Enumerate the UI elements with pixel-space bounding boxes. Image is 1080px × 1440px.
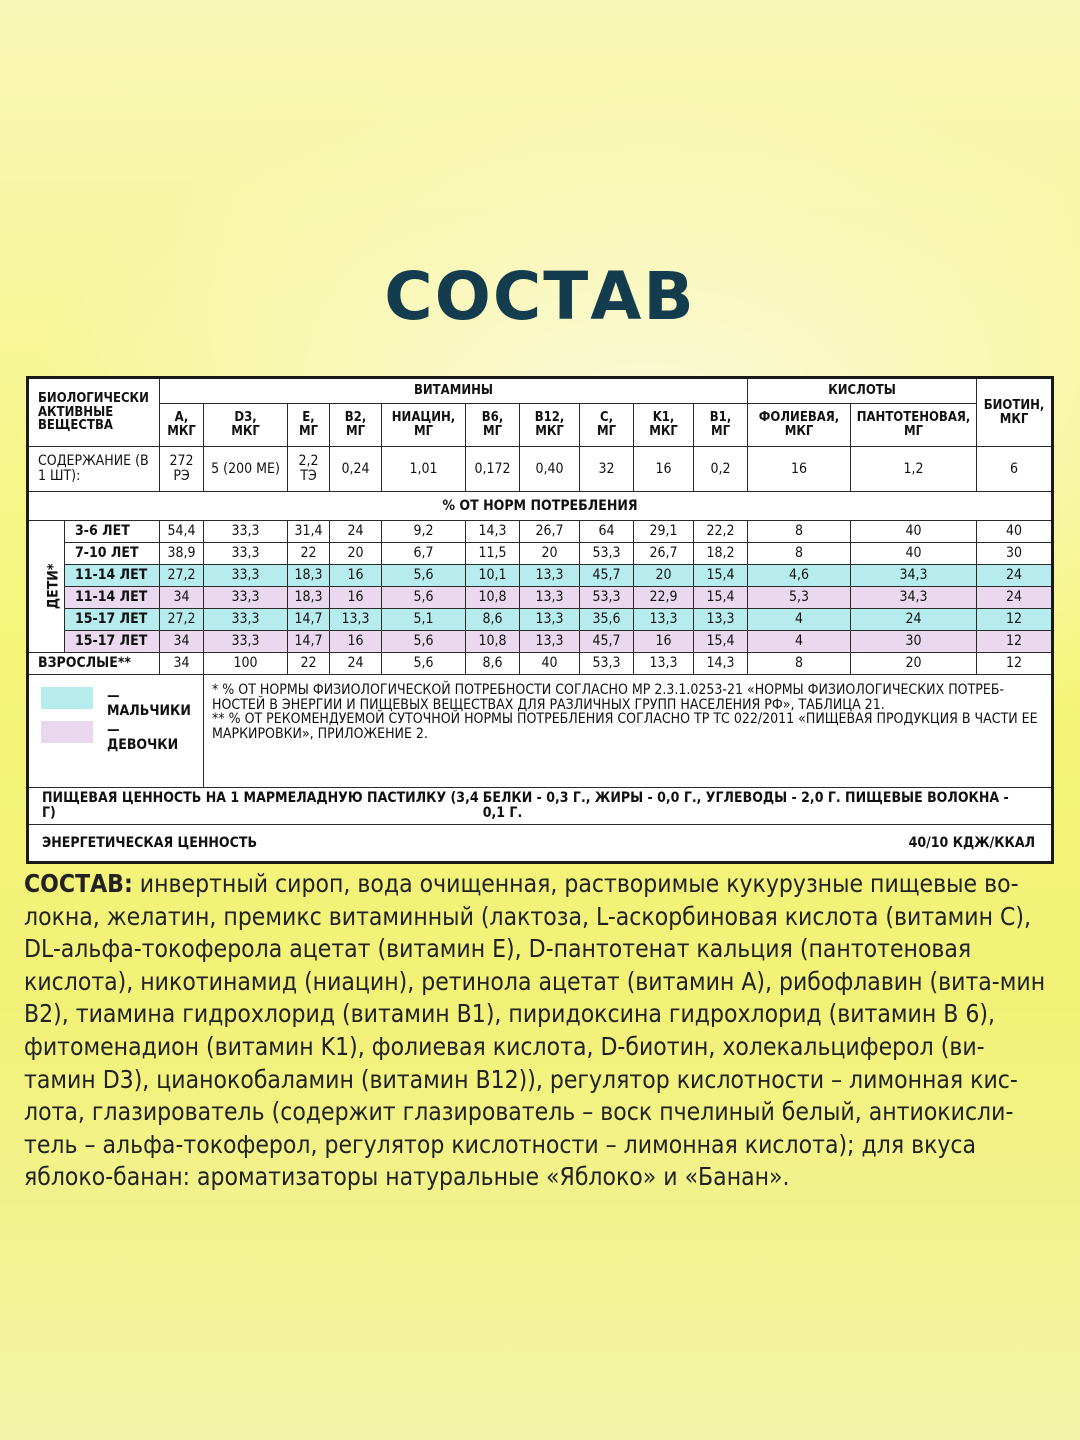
content-row <box>28 447 1053 492</box>
value-cell: 4 <box>748 631 851 653</box>
content-cell: 1,01 <box>382 447 466 492</box>
value-cell: 5,6 <box>382 587 466 609</box>
value-cell: 13,3 <box>694 609 748 631</box>
value-cell: 54,4 <box>160 521 204 543</box>
value-cell: 20 <box>634 565 694 587</box>
value-cell: 27,2 <box>160 565 204 587</box>
value-cell: 24 <box>330 653 382 675</box>
age-label: 11-14 ЛЕТ <box>65 587 160 609</box>
value-cell: 11,5 <box>466 543 520 565</box>
acids-group-header: КИСЛОТЫ <box>748 378 977 404</box>
value-cell: 16 <box>634 631 694 653</box>
column-header: E, МГ <box>288 404 330 447</box>
value-cell: 8 <box>748 543 851 565</box>
value-cell: 8,6 <box>466 609 520 631</box>
value-cell: 13,3 <box>330 609 382 631</box>
table-row <box>28 587 1053 609</box>
value-cell: 45,7 <box>580 565 634 587</box>
value-cell: 5,3 <box>748 587 851 609</box>
value-cell: 15,4 <box>694 631 748 653</box>
value-cell: 14,3 <box>694 653 748 675</box>
value-cell: 14,7 <box>288 609 330 631</box>
table-row <box>28 631 1053 653</box>
value-cell: 64 <box>580 521 634 543</box>
value-cell: 100 <box>204 653 288 675</box>
adults-label: ВЗРОСЛЫЕ** <box>28 653 160 675</box>
content-cell: 2,2 ТЭ <box>288 447 330 492</box>
content-cell: 1,2 <box>851 447 977 492</box>
boys-swatch <box>41 687 93 709</box>
value-cell: 40 <box>520 653 580 675</box>
value-cell: 34 <box>160 631 204 653</box>
column-header: C, МГ <box>580 404 634 447</box>
column-header: B2, МГ <box>330 404 382 447</box>
legend <box>28 675 204 788</box>
value-cell: 22,9 <box>634 587 694 609</box>
value-cell: 33,3 <box>204 565 288 587</box>
value-cell: 13,3 <box>520 587 580 609</box>
energy-value: 40/10 КДЖ/ККАЛ <box>908 834 1036 851</box>
table-row <box>28 609 1053 631</box>
nutrition-value-row <box>28 788 1053 825</box>
column-name: БИОТИН, <box>983 397 1045 413</box>
age-label: 11-14 ЛЕТ <box>65 565 160 587</box>
value-cell: 33,3 <box>204 631 288 653</box>
girls-legend-label: — ДЕВОЧКИ <box>107 722 179 753</box>
vitamins-group-header: ВИТАМИНЫ <box>160 378 748 404</box>
value-cell: 29,1 <box>634 521 694 543</box>
table-row <box>28 565 1053 587</box>
value-cell: 14,7 <box>288 631 330 653</box>
column-header: B12, МКГ <box>520 404 580 447</box>
content-cell: 16 <box>634 447 694 492</box>
value-cell: 22 <box>288 543 330 565</box>
content-cell: 5 (200 МЕ) <box>204 447 288 492</box>
age-label: 15-17 ЛЕТ <box>65 609 160 631</box>
content-cell: 6 <box>977 447 1053 492</box>
value-cell: 5,6 <box>382 653 466 675</box>
value-cell: 5,6 <box>382 631 466 653</box>
column-header: ПАНТОТЕНОВАЯ, МГ <box>851 404 977 447</box>
value-cell: 53,3 <box>580 653 634 675</box>
value-cell: 10,8 <box>466 631 520 653</box>
value-cell: 15,4 <box>694 587 748 609</box>
nutrition-value: БЕЛКИ - 0,3 Г., ЖИРЫ - 0,0 Г., УГЛЕВОДЫ - 2,0 Г. ПИЩЕВЫЕ ВОЛОКНА - 0,1 Г. <box>482 790 1009 821</box>
composition-label: СОСТАВ: <box>24 869 133 898</box>
value-cell: 12 <box>977 631 1053 653</box>
girls-swatch <box>41 721 93 743</box>
value-cell: 20 <box>520 543 580 565</box>
value-cell: 6,7 <box>382 543 466 565</box>
footnotes <box>204 675 1053 788</box>
value-cell: 27,2 <box>160 609 204 631</box>
table-row <box>28 543 1053 565</box>
content-cell: 0,172 <box>466 447 520 492</box>
age-label: 7-10 ЛЕТ <box>65 543 160 565</box>
content-cell: 272 РЭ <box>160 447 204 492</box>
value-cell: 4 <box>748 609 851 631</box>
value-cell: 18,3 <box>288 587 330 609</box>
value-cell: 13,3 <box>520 609 580 631</box>
value-cell: 16 <box>330 631 382 653</box>
value-cell: 35,6 <box>580 609 634 631</box>
footnote-2: ** % ОТ РЕКОМЕНДУЕМОЙ СУТОЧНОЙ НОРМЫ ПОТРЕБЛЕНИЯ СОГЛАСНО ТР ТС 022/2011 «ПИЩЕВАЯ ПРОДУКЦИЯ В ЧАСТИ ЕЕ МАРКИРОВКИ», ПРИЛОЖЕНИЕ 2. <box>212 711 1038 743</box>
value-cell: 30 <box>851 631 977 653</box>
value-cell: 16 <box>330 565 382 587</box>
energy-label: ЭНЕРГЕТИЧЕСКАЯ ЦЕННОСТЬ <box>42 834 258 851</box>
value-cell: 24 <box>851 609 977 631</box>
value-cell: 34,3 <box>851 565 977 587</box>
column-header: K1, МКГ <box>634 404 694 447</box>
value-cell: 12 <box>977 609 1053 631</box>
content-label: СОДЕРЖАНИЕ (В 1 ШТ): <box>28 447 160 492</box>
value-cell: 40 <box>851 521 977 543</box>
value-cell: 53,3 <box>580 587 634 609</box>
value-cell: 45,7 <box>580 631 634 653</box>
column-unit: МКГ <box>999 411 1029 427</box>
value-cell: 5,1 <box>382 609 466 631</box>
content-cell: 0,2 <box>694 447 748 492</box>
adults-row <box>28 653 1053 675</box>
footnote-1: * % ОТ НОРМЫ ФИЗИОЛОГИЧЕСКОЙ ПОТРЕБНОСТИ СОГЛАСНО МР 2.3.1.0253-21 «НОРМЫ ФИЗИОЛОГИЧЕСКИХ ПОТРЕБ-НОСТЕЙ В ЭНЕРГИИ И ПИЩЕВЫХ ВЕЩЕСТВАХ ДЛЯ РАЗЛИЧНЫХ ГРУПП НАСЕЛЕНИЯ РФ», ТАБЛИЦА 21. <box>212 682 1005 713</box>
value-cell: 10,1 <box>466 565 520 587</box>
value-cell: 15,4 <box>694 565 748 587</box>
content-cell: 0,24 <box>330 447 382 492</box>
value-cell: 10,8 <box>466 587 520 609</box>
column-header: B1, МГ <box>694 404 748 447</box>
column-header: НИАЦИН, МГ <box>382 404 466 447</box>
age-label: 3-6 ЛЕТ <box>65 521 160 543</box>
value-cell: 24 <box>330 521 382 543</box>
content-cell: 0,40 <box>520 447 580 492</box>
value-cell: 18,2 <box>694 543 748 565</box>
value-cell: 13,3 <box>634 653 694 675</box>
value-cell: 33,3 <box>204 521 288 543</box>
value-cell: 34,3 <box>851 587 977 609</box>
value-cell: 30 <box>977 543 1053 565</box>
value-cell: 40 <box>977 521 1053 543</box>
value-cell: 8 <box>748 653 851 675</box>
composition-text <box>24 868 1054 1194</box>
value-cell: 24 <box>977 587 1053 609</box>
value-cell: 13,3 <box>520 631 580 653</box>
value-cell: 33,3 <box>204 587 288 609</box>
value-cell: 13,3 <box>520 565 580 587</box>
value-cell: 40 <box>851 543 977 565</box>
value-cell: 24 <box>977 565 1053 587</box>
table-row <box>28 521 1053 543</box>
energy-value-row <box>28 825 1053 863</box>
value-cell: 18,3 <box>288 565 330 587</box>
content-cell: 32 <box>580 447 634 492</box>
value-cell: 16 <box>330 587 382 609</box>
nutrition-table <box>26 376 1054 864</box>
column-header <box>977 378 1053 447</box>
value-cell: 13,3 <box>634 609 694 631</box>
corner-label: БИОЛОГИЧЕСКИ АКТИВНЫЕ ВЕЩЕСТВА <box>28 378 160 447</box>
value-cell: 22,2 <box>694 521 748 543</box>
kids-side-label: ДЕТИ* <box>28 521 65 653</box>
column-header: B6, МГ <box>466 404 520 447</box>
units-row <box>28 404 1053 447</box>
percent-header: % ОТ НОРМ ПОТРЕБЛЕНИЯ <box>28 492 1053 521</box>
column-header: D3, МКГ <box>204 404 288 447</box>
column-header: A, МКГ <box>160 404 204 447</box>
value-cell: 8 <box>748 521 851 543</box>
boys-legend-label: — МАЛЬЧИКИ <box>107 688 191 719</box>
value-cell: 4,6 <box>748 565 851 587</box>
value-cell: 34 <box>160 653 204 675</box>
value-cell: 53,3 <box>580 543 634 565</box>
value-cell: 12 <box>977 653 1053 675</box>
column-header: ФОЛИЕВАЯ, МКГ <box>748 404 851 447</box>
value-cell: 20 <box>330 543 382 565</box>
nutrition-label: ПИЩЕВАЯ ЦЕННОСТЬ НА 1 МАРМЕЛАДНУЮ ПАСТИЛКУ (3,4 Г) <box>42 790 479 821</box>
value-cell: 33,3 <box>204 609 288 631</box>
value-cell: 14,3 <box>466 521 520 543</box>
value-cell: 33,3 <box>204 543 288 565</box>
value-cell: 5,6 <box>382 565 466 587</box>
value-cell: 22 <box>288 653 330 675</box>
composition-body: инвертный сироп, вода очищенная, растворимые кукурузные пищевые во-локна, желатин, премикс витаминный (лактоза, L-аскорбиновая кислота (витамин C), DL-альфа-токоферола ацетат (витамин E), D-пантотенат кальция (пантотеновая кислота), никотинамид (ниацин), ретинола ацетат (витамин A), рибофлавин (вита-мин B2), тиамина гидрохлорид (витамин B1), пиридоксина гидрохлорид (витамин B 6), фитоменадион (витамин K1), фолиевая кислота, D-биотин, холекальциферол (ви-тамин D3), цианокобаламин (витамин B12)), регулятор кислотности – лимонная кис-лота, глазирователь (содержит глазирователь – воск пчелиный белый, антиокисли-тель – альфа-токоферол, регулятор кислотности – лимонная кислота); для вкуса яблоко-банан: ароматизаторы натуральные «Яблоко» и «Банан». <box>24 869 1046 1192</box>
value-cell: 34 <box>160 587 204 609</box>
page-title: СОСТАВ <box>384 258 696 335</box>
value-cell: 8,6 <box>466 653 520 675</box>
value-cell: 26,7 <box>520 521 580 543</box>
value-cell: 38,9 <box>160 543 204 565</box>
value-cell: 9,2 <box>382 521 466 543</box>
value-cell: 20 <box>851 653 977 675</box>
value-cell: 26,7 <box>634 543 694 565</box>
age-label: 15-17 ЛЕТ <box>65 631 160 653</box>
value-cell: 31,4 <box>288 521 330 543</box>
content-cell: 16 <box>748 447 851 492</box>
